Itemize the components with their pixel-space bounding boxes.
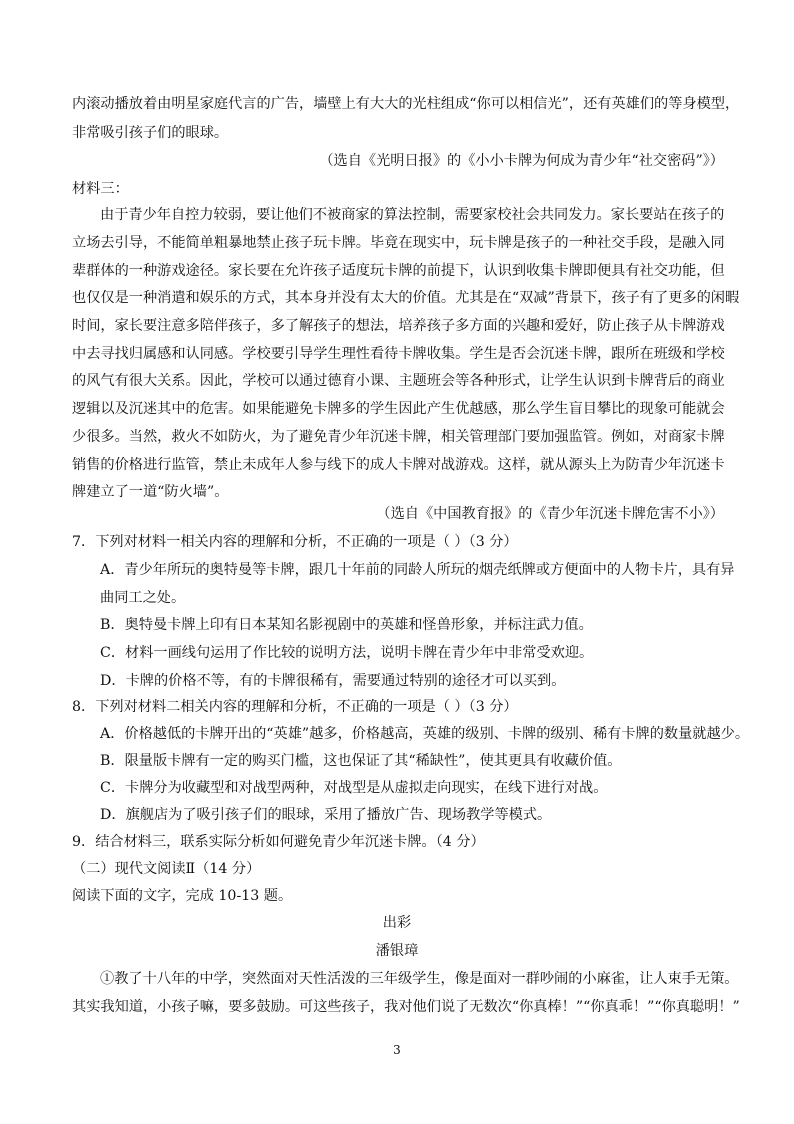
article-title: 出彩: [382, 915, 412, 931]
body-text-line: 其实我知道，小孩子嘛，要多鼓励。可这些孩子，我对他们说了无数次“你真棒！”“你真乖！”“你真聪明！”: [72, 999, 740, 1015]
article-author: 潘银璋: [375, 943, 419, 959]
body-text-line: 中去寻找归属感和认同感。学校要引导学生理性看待卡牌收集。学生是否会沉迷卡牌，跟所在班级和学校: [72, 346, 725, 362]
source-citation: （选自《光明日报》的《小小卡牌为何成为青少年“社交密码”》）: [319, 153, 724, 169]
body-text-line: 辈群体的一种游戏途径。家长要在允许孩子适度玩卡牌的前提下，认识到收集卡牌即便具有社交功能，但: [72, 263, 725, 279]
section-heading: （二）现代文阅读Ⅱ（14 分）: [72, 861, 261, 877]
body-text-line: ①教了十八年的中学，突然面对天性活泼的三年级学生，像是面对一群吵闹的小麻雀，让人束手无策。: [100, 971, 739, 987]
option-d: D．卡牌的价格不等，有的卡牌很稀有，需要通过特别的途径才可以买到。: [100, 673, 566, 689]
body-text-line: 逻辑以及沉迷其中的危害。如果能避免卡牌多的学生因此产生优越感，那么学生盲目攀比的现象可能就会: [72, 401, 725, 417]
page-number: 3: [393, 1043, 401, 1057]
body-text-line: 内滚动播放着由明星家庭代言的广告，墙壁上有大大的光柱组成“你可以相信光”，还有英雄们的等身模型，: [72, 96, 740, 112]
body-text-line: 立场去引导，不能简单粗暴地禁止孩子玩卡牌。毕竟在现实中，玩卡牌是孩子的一种社交手段，是融入同: [72, 235, 725, 251]
body-text-line: 由于青少年自控力较弱，要让他们不被商家的算法控制，需要家校社会共同发力。家长要站在孩子的: [100, 207, 725, 223]
body-text-line: 也仅仅是一种消遣和娱乐的方式，其本身并没有太大的价值。尤其是在“双减”背景下，孩子有了更多的闲暇: [72, 290, 740, 306]
question-stem: 8．下列对材料二相关内容的理解和分析，不正确的一项是（ ）（3 分）: [72, 699, 518, 715]
question-stem: 7．下列对材料一相关内容的理解和分析，不正确的一项是（ ）（3 分）: [72, 534, 518, 550]
instruction-text: 阅读下面的文字，完成 10-13 题。: [72, 888, 293, 904]
option-b: B．奥特曼卡牌上印有日本某知名影视剧中的英雄和怪兽形象，并标注武力值。: [100, 617, 593, 633]
source-citation: （选自《中国教育报》的《青少年沉迷卡牌危害不小》）: [376, 506, 724, 522]
option-a-cont: 曲同工之处。: [100, 590, 186, 606]
body-text-line: 的风气有很大关系。因此，学校可以通过德育小课、主题班会等各种形式，让学生认识到卡牌背后的商业: [72, 373, 725, 389]
body-text-line: 少很多。当然，救火不如防火，为了避免青少年沉迷卡牌，相关管理部门要加强监管。例如，对商家卡牌: [72, 429, 725, 445]
body-text-line: 时间，家长要注意多陪伴孩子，多了解孩子的想法，培养孩子多方面的兴趣和爱好，防止孩子从卡牌游戏: [72, 318, 725, 334]
option-b: B．限量版卡牌有一定的购买门槛，这也保证了其“稀缺性”，使其更具有收藏价值。: [100, 753, 622, 769]
body-text-line: 非常吸引孩子们的眼球。: [72, 125, 229, 141]
option-a: A．青少年所玩的奥特曼等卡牌，跟几十年前的同龄人所玩的烟壳纸牌或方便面中的人物卡片，具有异: [100, 562, 735, 578]
option-c: C．材料一画线句运用了作比较的说明方法，说明卡牌在青少年中非常受欢迎。: [100, 645, 594, 661]
option-c: C．卡牌分为收藏型和对战型两种，对战型是从虚拟走向现实，在线下进行对战。: [100, 780, 608, 796]
option-a: A．价格越低的卡牌开出的“英雄”越多，价格越高，英雄的级别、卡牌的级别、稀有卡牌的数量就越少。: [100, 726, 750, 742]
section-heading: 材料三：: [72, 181, 129, 197]
question-stem: 9．结合材料三，联系实际分析如何避免青少年沉迷卡牌。（4 分）: [72, 834, 485, 850]
option-d: D．旗舰店为了吸引孩子们的眼球，采用了播放广告、现场教学等模式。: [100, 807, 552, 823]
body-text-line: 销售的价格进行监管，禁止未成年人参与线下的成人卡牌对战游戏。这样，就从源头上为防青少年沉迷卡: [72, 457, 725, 473]
body-text-line: 牌建立了一道“防火墙”。: [72, 484, 229, 500]
